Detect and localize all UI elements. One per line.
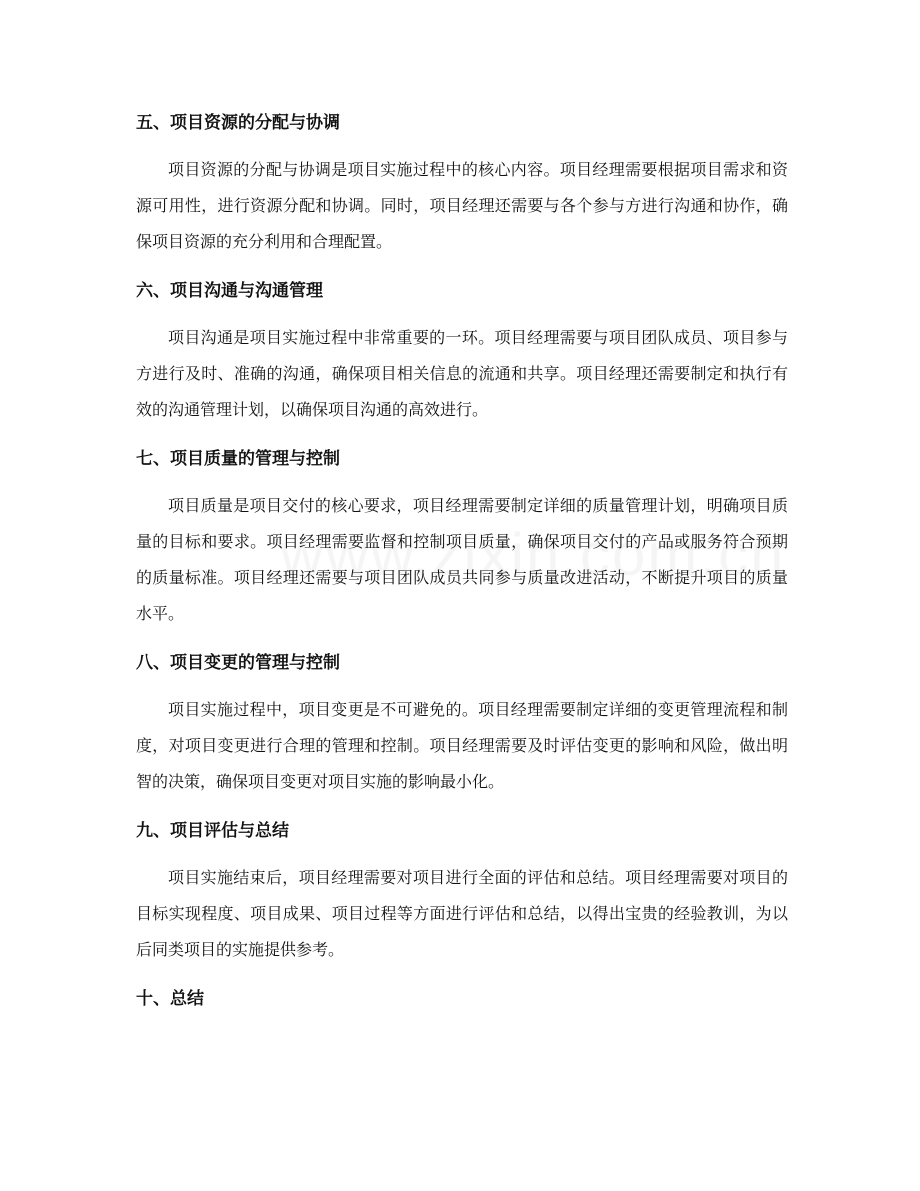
section-paragraph: 项目实施过程中，项目变更是不可避免的。项目经理需要制定详细的变更管理流程和制度，对项目变更进行合理的管理和控制。项目经理需要及时评估变更的影响和风险，做出明智的决策，确保项目变更对项目实施的影响最小化。 <box>136 700 788 791</box>
section-heading: 十、总结 <box>136 989 204 1009</box>
section-heading: 九、项目评估与总结 <box>136 821 289 841</box>
section-paragraph: 项目资源的分配与协调是项目实施过程中的核心内容。项目经理需要根据项目需求和资源可用性，进行资源分配和协调。同时，项目经理还需要与各个参与方进行沟通和协作，确保项目资源的充分利用和合理配置。 <box>136 160 788 251</box>
section-heading: 八、项目变更的管理与控制 <box>136 653 340 673</box>
section-7 <box>136 440 788 632</box>
section-5 <box>136 104 788 260</box>
section-heading: 六、项目沟通与沟通管理 <box>136 281 323 301</box>
section-9 <box>136 812 788 968</box>
section-10 <box>136 980 788 1018</box>
section-6 <box>136 272 788 428</box>
section-8 <box>136 644 788 800</box>
section-heading: 五、项目资源的分配与协调 <box>136 113 340 133</box>
section-heading: 七、项目质量的管理与控制 <box>136 449 340 469</box>
document-content <box>136 104 788 1028</box>
section-paragraph: 项目沟通是项目实施过程中非常重要的一环。项目经理需要与项目团队成员、项目参与方进行及时、准确的沟通，确保项目相关信息的流通和共享。项目经理还需要制定和执行有效的沟通管理计划，以确保项目沟通的高效进行。 <box>136 328 788 419</box>
section-paragraph: 项目实施结束后，项目经理需要对项目进行全面的评估和总结。项目经理需要对项目的目标实现程度、项目成果、项目过程等方面进行评估和总结，以得出宝贵的经验教训，为以后同类项目的实施提供参考。 <box>136 868 788 959</box>
section-paragraph: 项目质量是项目交付的核心要求，项目经理需要制定详细的质量管理计划，明确项目质量的目标和要求。项目经理需要监督和控制项目质量，确保项目交付的产品或服务符合预期的质量标准。项目经理还需要与项目团队成员共同参与质量改进活动，不断提升项目的质量水平。 <box>136 496 788 623</box>
